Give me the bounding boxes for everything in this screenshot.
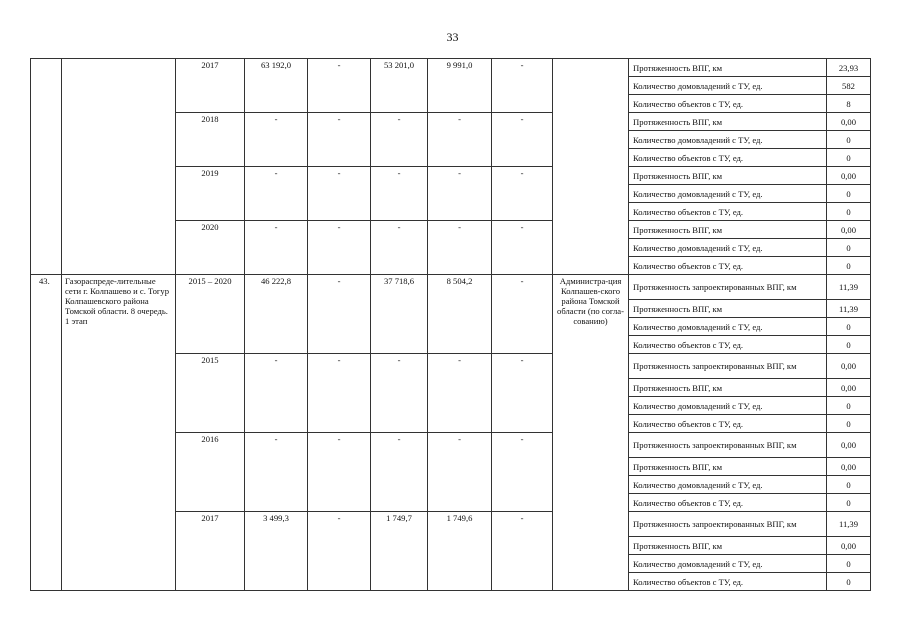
indicator-value-cell: 0,00: [827, 354, 871, 379]
year-cell: 2016: [176, 433, 245, 512]
year-cell: 2017: [176, 512, 245, 591]
indicator-value-cell: 0: [827, 415, 871, 433]
indicator-label-cell: Протяженность ВПГ, км: [629, 458, 827, 476]
program-table: [30, 58, 871, 591]
indicator-label-cell: Количество объектов с ТУ, ед.: [629, 203, 827, 221]
total-cell: 3 499,3: [245, 512, 308, 591]
page-number: 33: [446, 30, 459, 44]
amount-cell: -: [428, 433, 492, 512]
amount-cell: -: [308, 59, 371, 113]
indicator-label-cell: Протяженность ВПГ, км: [629, 379, 827, 397]
indicator-value-cell: 0,00: [827, 113, 871, 131]
indicator-label-cell: Количество домовладений с ТУ, ед.: [629, 239, 827, 257]
indicator-label-cell: Количество объектов с ТУ, ед.: [629, 573, 827, 591]
indicator-value-cell: 23,93: [827, 59, 871, 77]
row-number-cell: 43.: [31, 275, 62, 591]
total-cell: -: [245, 221, 308, 275]
total-cell: -: [245, 354, 308, 433]
amount-cell: -: [308, 113, 371, 167]
indicator-label-cell: Протяженность ВПГ, км: [629, 59, 827, 77]
indicator-label-cell: Протяженность запроектированных ВПГ, км: [629, 275, 827, 300]
year-cell: 2015: [176, 354, 245, 433]
indicator-value-cell: 11,39: [827, 275, 871, 300]
amount-cell: -: [492, 113, 553, 167]
indicator-value-cell: 11,39: [827, 512, 871, 537]
year-cell: 2018: [176, 113, 245, 167]
indicator-label-cell: Количество домовладений с ТУ, ед.: [629, 555, 827, 573]
year-cell: 2019: [176, 167, 245, 221]
amount-cell: -: [492, 167, 553, 221]
total-cell: -: [245, 433, 308, 512]
indicator-value-cell: 0: [827, 336, 871, 354]
indicator-label-cell: Протяженность ВПГ, км: [629, 300, 827, 318]
amount-cell: -: [308, 167, 371, 221]
amount-cell: 1 749,7: [371, 512, 428, 591]
amount-cell: -: [371, 167, 428, 221]
indicator-value-cell: 0: [827, 239, 871, 257]
indicator-label-cell: Протяженность запроектированных ВПГ, км: [629, 354, 827, 379]
table-row: [31, 275, 871, 300]
total-cell: 46 222,8: [245, 275, 308, 354]
amount-cell: 8 504,2: [428, 275, 492, 354]
indicator-value-cell: 0: [827, 185, 871, 203]
amount-cell: -: [308, 354, 371, 433]
indicator-value-cell: 0: [827, 131, 871, 149]
indicator-value-cell: 0: [827, 555, 871, 573]
indicator-label-cell: Количество объектов с ТУ, ед.: [629, 494, 827, 512]
amount-cell: -: [492, 512, 553, 591]
row-number-cell: [31, 59, 62, 275]
indicator-label-cell: Количество объектов с ТУ, ед.: [629, 95, 827, 113]
indicator-label-cell: Протяженность запроектированных ВПГ, км: [629, 512, 827, 537]
indicator-label-cell: Количество объектов с ТУ, ед.: [629, 415, 827, 433]
indicator-label-cell: Количество объектов с ТУ, ед.: [629, 149, 827, 167]
amount-cell: -: [308, 433, 371, 512]
indicator-value-cell: 0: [827, 318, 871, 336]
executor-cell: Администра-ция Колпашев-ского района Томской области (по согла-сованию): [553, 275, 629, 591]
amount-cell: -: [492, 433, 553, 512]
amount-cell: -: [371, 113, 428, 167]
total-cell: 63 192,0: [245, 59, 308, 113]
indicator-value-cell: 0: [827, 397, 871, 415]
amount-cell: -: [308, 221, 371, 275]
year-cell: 2020: [176, 221, 245, 275]
amount-cell: -: [308, 512, 371, 591]
executor-cell: [553, 59, 629, 275]
amount-cell: -: [492, 354, 553, 433]
indicator-value-cell: 0,00: [827, 458, 871, 476]
object-name-cell: [62, 59, 176, 275]
amount-cell: -: [492, 59, 553, 113]
amount-cell: -: [492, 221, 553, 275]
amount-cell: 37 718,6: [371, 275, 428, 354]
indicator-value-cell: 0,00: [827, 167, 871, 185]
amount-cell: 9 991,0: [428, 59, 492, 113]
indicator-value-cell: 0,00: [827, 433, 871, 458]
amount-cell: -: [371, 221, 428, 275]
object-name-cell: Газораспреде-лительные сети г. Колпашево и с. Тогур Колпашевского района Томской области. 8 очередь. 1 этап: [62, 275, 176, 591]
amount-cell: 53 201,0: [371, 59, 428, 113]
amount-cell: -: [428, 221, 492, 275]
indicator-label-cell: Количество домовладений с ТУ, ед.: [629, 185, 827, 203]
indicator-value-cell: 0: [827, 494, 871, 512]
indicator-label-cell: Протяженность ВПГ, км: [629, 221, 827, 239]
indicator-value-cell: 11,39: [827, 300, 871, 318]
indicator-value-cell: 0: [827, 476, 871, 494]
amount-cell: -: [428, 354, 492, 433]
year-cell: 2015 – 2020: [176, 275, 245, 354]
amount-cell: -: [428, 167, 492, 221]
table-row: [31, 59, 871, 77]
indicator-value-cell: 8: [827, 95, 871, 113]
year-cell: 2017: [176, 59, 245, 113]
indicator-label-cell: Протяженность ВПГ, км: [629, 113, 827, 131]
amount-cell: -: [492, 275, 553, 354]
indicator-label-cell: Количество объектов с ТУ, ед.: [629, 257, 827, 275]
amount-cell: -: [428, 113, 492, 167]
total-cell: -: [245, 113, 308, 167]
indicator-value-cell: 0,00: [827, 221, 871, 239]
indicator-label-cell: Протяженность ВПГ, км: [629, 537, 827, 555]
indicator-value-cell: 582: [827, 77, 871, 95]
indicator-value-cell: 0: [827, 573, 871, 591]
total-cell: -: [245, 167, 308, 221]
indicator-value-cell: 0,00: [827, 379, 871, 397]
amount-cell: -: [308, 275, 371, 354]
indicator-value-cell: 0,00: [827, 537, 871, 555]
indicator-value-cell: 0: [827, 203, 871, 221]
indicator-label-cell: Количество домовладений с ТУ, ед.: [629, 77, 827, 95]
indicator-label-cell: Количество домовладений с ТУ, ед.: [629, 318, 827, 336]
indicator-label-cell: Протяженность запроектированных ВПГ, км: [629, 433, 827, 458]
amount-cell: -: [371, 433, 428, 512]
indicator-value-cell: 0: [827, 257, 871, 275]
indicator-label-cell: Количество объектов с ТУ, ед.: [629, 336, 827, 354]
indicator-value-cell: 0: [827, 149, 871, 167]
indicator-label-cell: Количество домовладений с ТУ, ед.: [629, 131, 827, 149]
indicator-label-cell: Количество домовладений с ТУ, ед.: [629, 476, 827, 494]
amount-cell: 1 749,6: [428, 512, 492, 591]
amount-cell: -: [371, 354, 428, 433]
indicator-label-cell: Количество домовладений с ТУ, ед.: [629, 397, 827, 415]
indicator-label-cell: Протяженность ВПГ, км: [629, 167, 827, 185]
